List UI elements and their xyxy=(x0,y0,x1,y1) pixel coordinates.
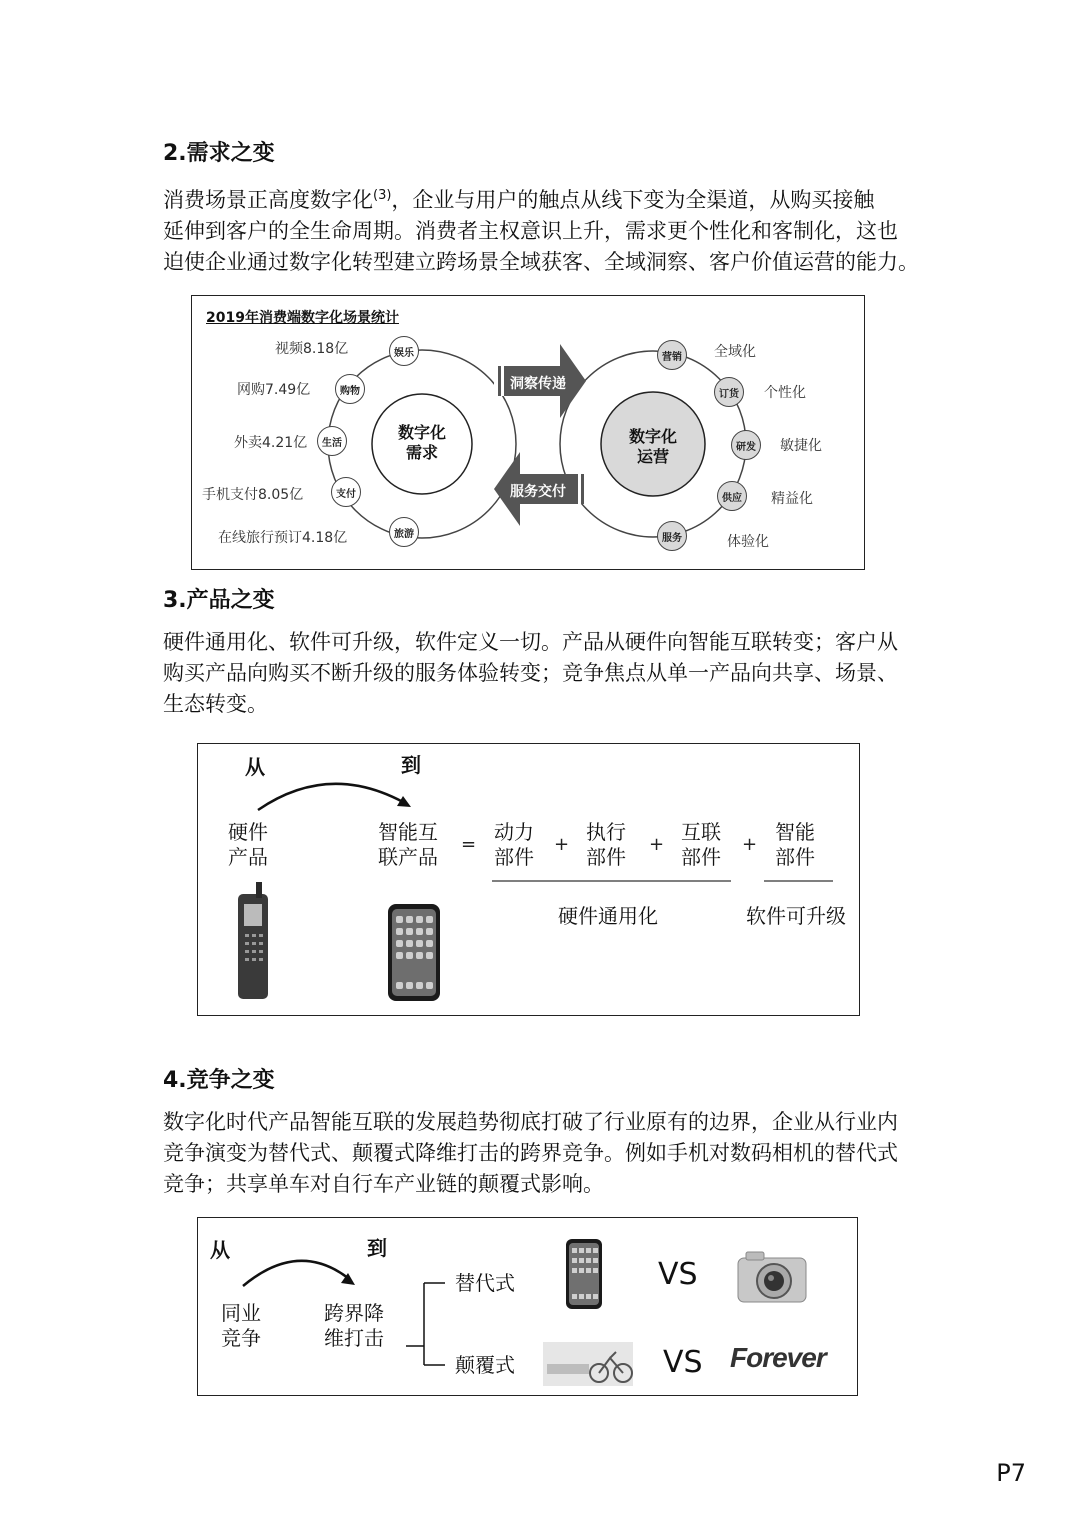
left-center-line: 需求 xyxy=(405,443,438,462)
digital-camera-image xyxy=(738,1252,806,1302)
cross-border-label xyxy=(324,1301,384,1351)
industry-competition-line: 竞争 xyxy=(221,1326,261,1350)
vs-label: VS xyxy=(658,1257,698,1292)
part-line: 互联 xyxy=(681,820,721,844)
section-heading-demand: 2.需求之变 xyxy=(163,141,275,166)
stat-label: 视频8.18亿 xyxy=(275,341,349,357)
right-center-label xyxy=(627,427,679,467)
industry-competition-line: 同业 xyxy=(221,1301,261,1325)
section-text-product xyxy=(163,627,923,720)
vs-label: VS xyxy=(663,1345,703,1380)
competition-text-line: 竞争演变为替代式、颠覆式降维打击的跨界竞争。例如手机对数码相机的替代式 xyxy=(163,1141,898,1165)
stat-label: 网购7.49亿 xyxy=(237,382,311,398)
disruption-label: 颠覆式 xyxy=(455,1353,515,1377)
demand-text-line: 迫使企业通过数字化转型建立跨场景全域获客、全域洞察、客户价值运营的能力。 xyxy=(163,250,919,274)
figure-2-graphics xyxy=(198,744,859,1015)
demand-text-line: ，企业与用户的触点从线下变为全渠道，从购买接触 xyxy=(391,188,875,212)
hardware-product-line: 产品 xyxy=(228,845,268,869)
node-ordering: 订货 xyxy=(714,377,744,407)
smart-product-label xyxy=(378,820,438,870)
part-line: 部件 xyxy=(494,845,534,869)
hardware-generalization-label: 硬件通用化 xyxy=(558,904,658,928)
part-line: 动力 xyxy=(494,820,534,844)
smartphone-image xyxy=(388,904,440,1001)
node-supply: 供应 xyxy=(717,481,747,511)
competition-text-line: 数字化时代产品智能互联的发展趋势彻底打破了行业原有的边界，企业从行业内 xyxy=(163,1110,898,1134)
section-text-competition xyxy=(163,1107,923,1200)
stat-label: 在线旅行预订4.18亿 xyxy=(218,530,348,546)
section-heading-competition: 4.竞争之变 xyxy=(163,1068,275,1093)
equals-sign: = xyxy=(461,834,477,855)
product-text-line: 生态转变。 xyxy=(163,692,268,716)
left-center-label xyxy=(396,423,448,463)
figure-competition-change xyxy=(197,1217,858,1396)
from-label: 从 xyxy=(245,755,265,779)
industry-competition-label xyxy=(221,1301,261,1351)
demand-text-line: 消费场景正高度数字化 xyxy=(163,188,373,212)
hardware-product-line: 硬件 xyxy=(228,820,268,844)
from-label: 从 xyxy=(210,1238,230,1262)
feature-label: 全域化 xyxy=(714,344,756,360)
part-line: 部件 xyxy=(586,845,626,869)
old-phone-image xyxy=(238,882,268,999)
right-center-line: 数字化 xyxy=(628,427,677,446)
arrow-insight-label: 洞察传递 xyxy=(510,376,566,392)
product-text-line: 购买产品向购买不断升级的服务体验转变；竞争焦点从单一产品向共享、场景、 xyxy=(163,661,898,685)
plus-sign: + xyxy=(742,834,758,855)
shared-bike-image xyxy=(543,1342,633,1386)
figure-product-change xyxy=(197,743,860,1016)
figure-1-title: 2019年消费端数字化场景统计 xyxy=(206,310,399,326)
competition-text-line: 竞争；共享单车对自行车产业链的颠覆式影响。 xyxy=(163,1172,604,1196)
hardware-product-label xyxy=(228,820,268,870)
part-line: 智能 xyxy=(775,820,815,844)
feature-label: 个性化 xyxy=(764,385,806,401)
page-number: P7 xyxy=(996,1459,1026,1487)
section-text-demand xyxy=(163,180,923,278)
node-life: 生活 xyxy=(317,426,347,456)
forever-logo: Forever xyxy=(730,1342,826,1373)
smart-part-label xyxy=(775,820,815,870)
product-text-line: 硬件通用化、软件可升级，软件定义一切。产品从硬件向智能互联转变；客户从 xyxy=(163,630,898,654)
stat-label: 手机支付8.05亿 xyxy=(202,487,304,503)
feature-label: 精益化 xyxy=(771,491,813,507)
feature-label: 敏捷化 xyxy=(780,438,822,454)
part-line: 部件 xyxy=(681,845,721,869)
smart-product-line: 联产品 xyxy=(378,845,438,869)
node-entertainment: 娱乐 xyxy=(389,336,419,366)
to-label: 到 xyxy=(401,753,421,777)
demand-text-line: 延伸到客户的全生命周期。消费者主权意识上升，需求更个性化和客制化，这也 xyxy=(163,219,898,243)
node-shopping: 购物 xyxy=(335,374,365,404)
node-rnd: 研发 xyxy=(731,430,761,460)
cross-border-line: 维打击 xyxy=(324,1326,384,1350)
power-part-label xyxy=(494,820,534,870)
node-service: 服务 xyxy=(657,521,687,551)
part-line: 执行 xyxy=(586,820,626,844)
left-center-line: 数字化 xyxy=(397,423,446,442)
footnote-ref: (3) xyxy=(373,188,392,203)
figure-digital-scenarios xyxy=(191,295,865,570)
arrow-service-label: 服务交付 xyxy=(510,484,566,500)
smartphone-image xyxy=(566,1239,602,1309)
substitution-label: 替代式 xyxy=(455,1271,515,1295)
section-heading-product: 3.产品之变 xyxy=(163,588,275,613)
actuator-part-label xyxy=(586,820,626,870)
node-payment: 支付 xyxy=(331,477,361,507)
smart-product-line: 智能互 xyxy=(378,820,438,844)
connectivity-part-label xyxy=(681,820,721,870)
to-label: 到 xyxy=(367,1236,387,1260)
part-line: 部件 xyxy=(775,845,815,869)
stat-label: 外卖4.21亿 xyxy=(234,435,308,451)
node-marketing: 营销 xyxy=(657,340,687,370)
software-upgradable-label: 软件可升级 xyxy=(746,904,846,928)
plus-sign: + xyxy=(649,834,665,855)
node-travel: 旅游 xyxy=(389,517,419,547)
right-center-line: 运营 xyxy=(636,447,669,466)
feature-label: 体验化 xyxy=(727,534,769,550)
plus-sign: + xyxy=(554,834,570,855)
cross-border-line: 跨界降 xyxy=(324,1301,384,1325)
